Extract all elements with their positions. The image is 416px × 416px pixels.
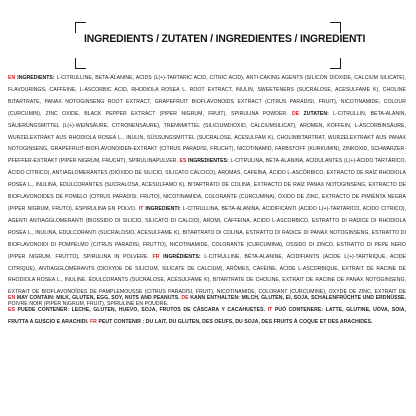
allergen-text: MAY CONTAIN: MILK, GLUTEN, EGG, SOY, NUTS AND PEANUTS. xyxy=(16,295,180,301)
allergen-es xyxy=(8,307,265,313)
allergen-text: PEUT CONTENIR : DU LAIT, DU GLUTEN, DES OEUFS, DU SOJA, DES FRUITS À COQUE ET DES ARACHIDES. xyxy=(98,318,373,325)
ingredients-es xyxy=(8,158,406,212)
ingredients-text: L-CITRULLINE, BÊTA-ALANINE, ACIDIFIANTS (ACIDE L(+)-TARTRIQUE, ACIDE CITRIQUE), ANTIAGGLOMÉRANTS (DIOXYDE DE SILICIUM, SILICATE DE CALCIUM), ARÔMES, CAFÉINE, ACIDE L-ASCORBIQUE, EXTRAIT DE RACINE DE RHODIOLA ROSEA L., INULINE, ÉDULCORANTS (SUCRALOSE, ACÉSULFAME K), BITARTRATE DE CHOLINE, EXTRAIT DE RACINE DE PANAX NOTOGINSENG, EXTRAIT DE BIOFLAVONOÏDES DE PAMPLEMOUSSE (CITRUS PARADISI, FRUIT), NICOTINAMIDE, COLORANT (CURCUMINE), OXYDE DE ZINC, EXTRAIT DE POIVRE NOIR (PIPER NIGRUM, FRUIT), SPIRULINE EN POUDRE. xyxy=(8,253,407,308)
allergen-text: PUEDE CONTENER: LECHE, GLUTEN, HUEVO, SOJA, FRUTOS DE CÁSCARA Y CACAHUETES. xyxy=(17,306,266,313)
allergen-fr xyxy=(90,319,372,325)
ingredients-text: L-CITRULLIN, BETA-ALANIN, SÄUERUNGSMITTEL (L(+)-WEINSÄURE, CITRONENSÄURE), TRENNMITTEL (SILICIUMDIOXID, CALCIUMSILICAT), AROMEN, KOFFEIN, L-ASCORBINSÄURE, WURZELEXTRAKT AUS RHODIOLA ROSEA L., INULIN, SÜSSUNGSMITTEL (SUCRALOSE, ACESULFAM K), CHOLINBITARTRAT, WURZELEXTRAKT AUS PANAX NOTOGINSENG, GRAPEFRUIT-BIOFLAVONOIDEN-EXTRAKT (CITRUS PARADISI, FRUCHT), NICOTINAMID, FARBSTOFF (KURKUMIN), ZINKOXID, SCHWARZER-PFEFFER-EXTRAKT (PIPER NIGRUM, FRUCHT), SPIRULINAPULVER. xyxy=(8,110,406,165)
ingredients-text: L-CITRULINA, BETA-ALANINA, ACIDULANTES (L(+)-ÁCIDO TARTÁRICO, ÁCIDO CÍTRICO), ANTIAGLOMERANTES (DIÓXIDO DE SILICIO, SILICATO CÁLCICO), AROMAS, CAFEÍNA, ÁCIDO L-ASCÓRBICO, EXTRACTO DE RAÍZ RHODIOLA ROSEA L., INULINA, EDULCORANTES (SUCRALOSA, ACESULFAMO K), BITARTRATO DE COLINA, EXTRACTO DE RAÍZ PANAX NOTOGINSENG, EXTRACTO DE BIOFLAVONOIDES DE POMELO (CITRUS PARADISI, FRUTO), NICOTINAMIDA, COLORANTE (CURCUMINA), ÓXIDO DE ZINC, EXTRACTO DE PIMIENTA NEGRA (PIPER NIGRUM, FRUTO), ESPIRULINA EN POLVO. xyxy=(8,158,407,212)
ingredients-de xyxy=(8,111,406,165)
lang-code: EN xyxy=(8,295,16,301)
lang-code: EN xyxy=(8,75,16,81)
ingredients-heading: ZUTATEN: xyxy=(303,110,329,117)
lang-code: ES xyxy=(179,158,187,165)
lang-code: FR xyxy=(89,318,97,325)
ingredients-block xyxy=(8,73,406,311)
allergen-de xyxy=(181,295,406,301)
lang-code: DE xyxy=(291,110,300,117)
allergen-text: PUÒ CONTENERE: LATTE, GLUTINE, UOVA, SOIA, FRUTTA A GUSCIO E ARACHIDI. xyxy=(8,306,406,325)
ingredients-heading: INGRÉDIENTS: xyxy=(163,253,201,260)
frame-corner-top-right xyxy=(330,22,341,33)
ingredients-text: L-CITRULLINE, BETA-ALANINE, ACIDS (L(+)-TARTARIC ACID, CITRIC ACID), ANTI-CAKING AGENTS (SILICON DIOXIDE, CALCIUM SILICATE), FLAVOURINGS, CAFFEINE, L-ASCORBIC ACID, RHODIOLA ROSEA L. ROOT EXTRACT, INULIN, SWEETENERS (SUCRALOSE, ACESULFAME K), CHOLINE BITARTRATE, PANAX NOTOGINSENG ROOT EXTRACT, GRAPEFRUIT BIOFLAVONOIDS EXTRACT (CITRUS PARADISI, FRUIT), NICOTINAMIDE, COLOUR (CURCUMIN), ZINC OXIDE, BLACK PEPPER EXTRACT (PIPER NIGRUM, FRUIT), SPIRULINA POWDER. xyxy=(8,75,406,117)
frame-corner-bottom-right xyxy=(330,58,341,69)
frame-corner-bottom-left xyxy=(75,58,86,69)
lang-code: IT xyxy=(267,306,273,313)
ingredients-text: L-CITRULLINA, BETA-ALANINA, ACIDIFICANTI (ACIDO L(+)-TARTARICO, ACIDO CITRICO), AGENTI ANTIAGGLOMERANTI (BIOSSIDO DI SILICIO, SILICATO DI CALCIO), AROMI, CAFFEINA, ACIDO L-ASCORBICO, ESTRATTO DI RADICE DI RHODIOLA ROSEA L., INULINA, EDULCORANTI (SUCRALOSIO, ACESULFAME K), BITARTRATO DI COLINA, ESTRATTO DI RADICE DI PANAX NOTOGINSENG, ESTRATTO DI BIOFLAVONOIDI DI POMPELMO (CITRUS PARADISI, FRUTTO), NICOTINAMIDE, COLORANTE (CURCUMINA), OSSIDO DI ZINCO, ESTRATTO DI PEPE NERO (PIPER NIGRUM, FRUTTO), SPIRULINA IN POLVERE. xyxy=(8,205,406,260)
ingredients-it xyxy=(8,206,406,260)
ingredients-heading: INGREDIENTES: xyxy=(187,158,229,165)
lang-code: IT xyxy=(138,205,144,212)
allergen-en xyxy=(8,295,180,301)
page-title: INGREDIENTS / ZUTATEN / INGREDIENTES / INGREDIENTI xyxy=(84,33,366,45)
lang-code: FR xyxy=(152,253,160,260)
ingredients-heading: INGREDIENTI: xyxy=(145,205,181,212)
allergens-block xyxy=(8,293,406,329)
lang-code: ES xyxy=(8,306,15,313)
allergen-text: KANN ENTHALTEN: MILCH, GLUTEN, EI, SOJA, SCHALENFRÜCHTE UND ERDNÜSSE. xyxy=(190,295,407,301)
ingredients-heading: INGREDIENTS: xyxy=(17,75,55,81)
lang-code: DE xyxy=(181,295,189,301)
